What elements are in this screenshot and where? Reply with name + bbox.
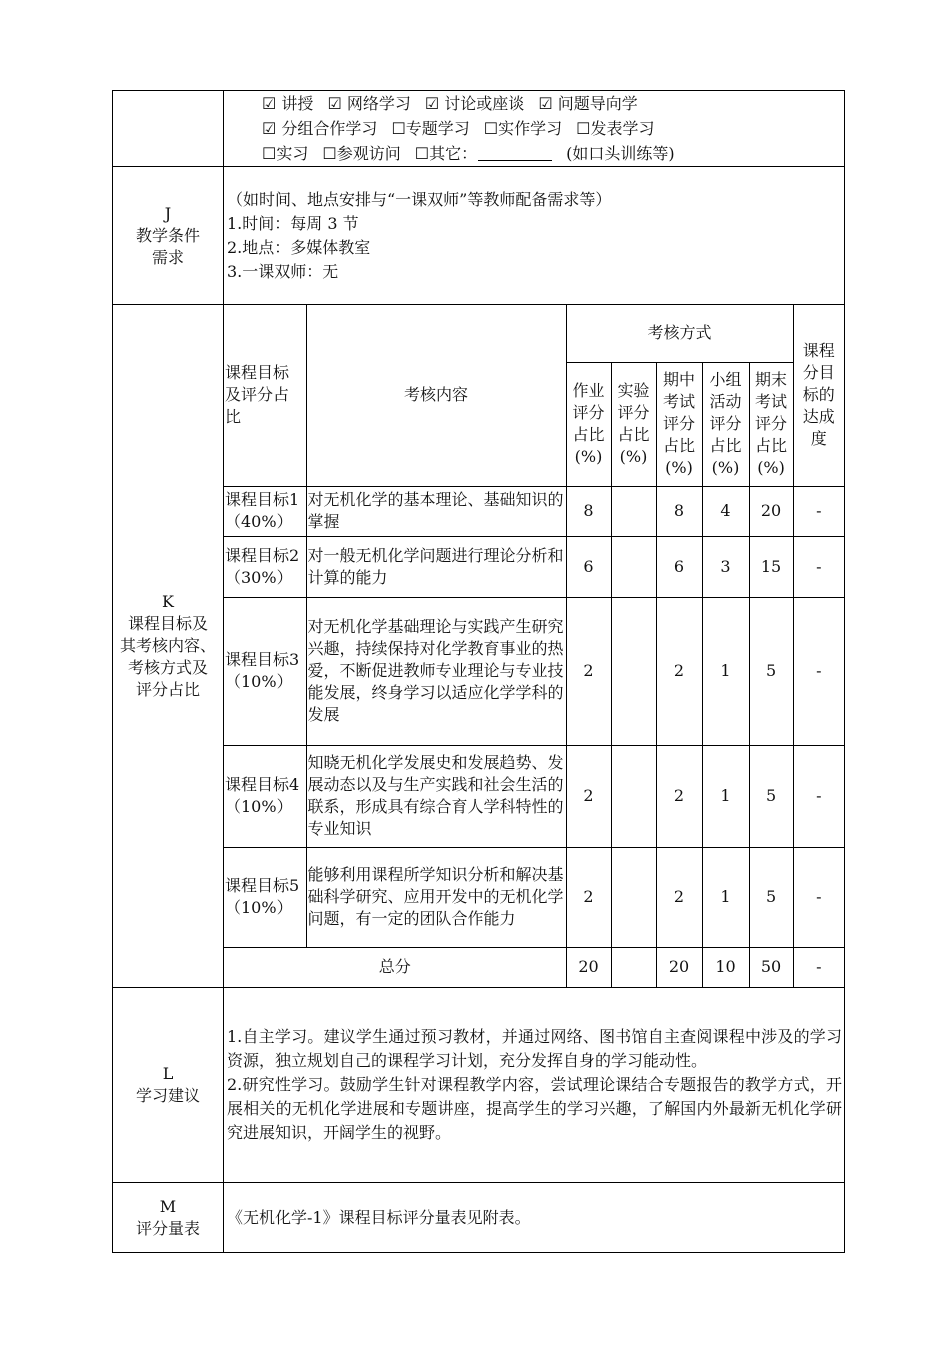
section-title: 学习建议 — [135, 1086, 200, 1105]
text-line: 2.地点：多媒体教室 — [227, 237, 371, 257]
empty-label-cell — [113, 91, 224, 167]
goal-cell: 课程目标1（40%） — [224, 486, 306, 536]
section-letter: M — [159, 1196, 177, 1216]
homework-cell: 2 — [566, 847, 611, 947]
section-title: 需求 — [151, 247, 184, 267]
section-title: 教学条件 — [135, 225, 200, 245]
fill-in-blank — [478, 144, 552, 161]
final-cell: 5 — [749, 745, 793, 847]
lab-cell — [611, 486, 656, 536]
total-group: 10 — [702, 947, 749, 987]
final-cell: 5 — [749, 847, 793, 947]
header-achievement: 课程分目标的达成度 — [793, 305, 844, 486]
midterm-cell: 2 — [656, 847, 702, 947]
midterm-cell: 6 — [656, 536, 702, 597]
midterm-cell: 2 — [656, 597, 702, 745]
section-m-row — [113, 1183, 845, 1253]
homework-cell: 2 — [566, 597, 611, 745]
homework-cell: 6 — [566, 536, 611, 597]
methods-line-1 — [262, 91, 844, 116]
method-item: ☑ 问题导向学 — [538, 94, 638, 113]
method-item: ☐发表学习 — [576, 119, 655, 138]
method-item: ☑ 网络学习 — [327, 94, 411, 113]
methods-line-3 — [262, 141, 844, 166]
header-lab: 实验评分占比(%) — [611, 362, 656, 486]
midterm-cell: 8 — [656, 486, 702, 536]
goal-cell: 课程目标2（30%） — [224, 536, 306, 597]
content-cell: 对一般无机化学问题进行理论分析和计算的能力 — [306, 536, 566, 597]
section-letter: J — [164, 203, 172, 223]
section-m-content: 《无机化学-1》课程目标评分量表见附表。 — [224, 1183, 845, 1253]
group-cell: 1 — [702, 597, 749, 745]
final-cell: 5 — [749, 597, 793, 745]
suggestion-paragraph: 1.自主学习。建议学生通过预习教材，并通过网络、图书馆自主查阅课程中涉及的学习资源，独立规划自己的课程学习计划，充分发挥自身的学习能动性。 — [227, 1027, 842, 1070]
total-lab — [611, 947, 656, 987]
achievement-cell: - — [793, 847, 844, 947]
section-m-label — [113, 1183, 224, 1253]
section-letter: K — [162, 592, 174, 611]
suggestion-paragraph: 2.研究性学习。鼓励学生针对课程教学内容，尝试理论课结合专题报告的教学方式，开展相关的无机化学进展和专题讲座，提高学生的学习兴趣，了解国内外最新无机化学研究进展知识，开阔学生的视野。 — [227, 1075, 842, 1142]
header-content: 考核内容 — [306, 305, 566, 486]
total-final: 50 — [749, 947, 793, 987]
table-row — [224, 536, 844, 597]
lab-cell — [611, 745, 656, 847]
header-final: 期末考试评分占比(%) — [749, 362, 793, 486]
section-title: 评分占比 — [135, 680, 200, 699]
method-item: ☐参观访问 — [322, 144, 401, 163]
section-title: 其考核内容、 — [119, 636, 216, 655]
document-page — [112, 90, 845, 1253]
method-other-label: ☐其它： — [414, 144, 478, 163]
text-line: 3.一课双师：无 — [227, 261, 339, 281]
table-row — [224, 597, 844, 745]
total-label: 总分 — [224, 947, 566, 987]
total-row — [224, 947, 844, 987]
header-goal: 课程目标及评分占比 — [224, 305, 306, 486]
content-cell: 能够利用课程所学知识分析和解决基础科学研究、应用开发中的无机化学问题，有一定的团队合作能力 — [306, 847, 566, 947]
section-l-content — [224, 988, 845, 1183]
header-homework: 作业评分占比(%) — [566, 362, 611, 486]
section-title: 评分量表 — [135, 1218, 200, 1238]
teaching-methods-row — [113, 91, 845, 167]
content-cell: 对无机化学基础理论与实践产生研究兴趣，持续保持对化学教育事业的热爱，不断促进教师专业理论与专业技能发展，终身学习以适应化学学科的发展 — [306, 597, 566, 745]
section-l-row — [113, 988, 845, 1183]
section-letter: L — [162, 1064, 174, 1083]
achievement-cell: - — [793, 597, 844, 745]
table-row — [224, 745, 844, 847]
section-j-label — [113, 167, 224, 305]
method-item: ☑ 分组合作学习 — [262, 119, 378, 138]
section-title: 课程目标及 — [127, 614, 208, 633]
text-line: 1.时间：每周 3 节 — [227, 213, 359, 233]
section-k-label — [113, 305, 224, 988]
section-k-row — [113, 305, 845, 988]
achievement-cell: - — [793, 486, 844, 536]
header-group: 小组活动评分占比(%) — [702, 362, 749, 486]
group-cell: 1 — [702, 847, 749, 947]
homework-cell: 8 — [566, 486, 611, 536]
lab-cell — [611, 536, 656, 597]
content-cell: 对无机化学的基本理论、基础知识的掌握 — [306, 486, 566, 536]
total-achievement: - — [793, 947, 844, 987]
header-midterm: 期中考试评分占比(%) — [656, 362, 702, 486]
method-item: ☐专题学习 — [391, 119, 470, 138]
group-cell: 4 — [702, 486, 749, 536]
teaching-methods-cell — [224, 91, 845, 167]
total-midterm: 20 — [656, 947, 702, 987]
method-item: ☑ 讲授 — [262, 94, 314, 113]
course-outline-table — [112, 90, 845, 1253]
goal-cell: 课程目标5（10%） — [224, 847, 306, 947]
method-item: ☑ 讨论或座谈 — [424, 94, 525, 113]
lab-cell — [611, 597, 656, 745]
final-cell: 15 — [749, 536, 793, 597]
content-cell: 知晓无机化学发展史和发展趋势、发展动态以及与生产实践和社会生活的联系，形成具有综合育人学科特性的专业知识 — [306, 745, 566, 847]
methods-line-2 — [262, 116, 844, 141]
lab-cell — [611, 847, 656, 947]
table-row — [224, 486, 844, 536]
midterm-cell: 2 — [656, 745, 702, 847]
group-cell: 1 — [702, 745, 749, 847]
achievement-cell: - — [793, 745, 844, 847]
section-j-row — [113, 167, 845, 305]
goal-cell: 课程目标3（10%） — [224, 597, 306, 745]
achievement-cell: - — [793, 536, 844, 597]
section-j-content — [224, 167, 845, 305]
section-l-label — [113, 988, 224, 1183]
section-title: 考核方式及 — [127, 658, 208, 677]
table-row — [224, 847, 844, 947]
header-row-1 — [224, 305, 844, 362]
assessment-cell — [224, 305, 845, 988]
text-line: （如时间、地点安排与“一课双师”等教师配备需求等） — [227, 189, 612, 209]
method-other-suffix: (如口头训练等) — [566, 144, 675, 163]
header-method: 考核方式 — [566, 305, 793, 362]
method-item: ☐实习 — [262, 144, 309, 163]
method-item: ☐实作学习 — [483, 119, 563, 138]
goal-cell: 课程目标4（10%） — [224, 745, 306, 847]
group-cell: 3 — [702, 536, 749, 597]
total-homework: 20 — [566, 947, 611, 987]
final-cell: 20 — [749, 486, 793, 536]
assessment-table — [224, 305, 844, 987]
homework-cell: 2 — [566, 745, 611, 847]
